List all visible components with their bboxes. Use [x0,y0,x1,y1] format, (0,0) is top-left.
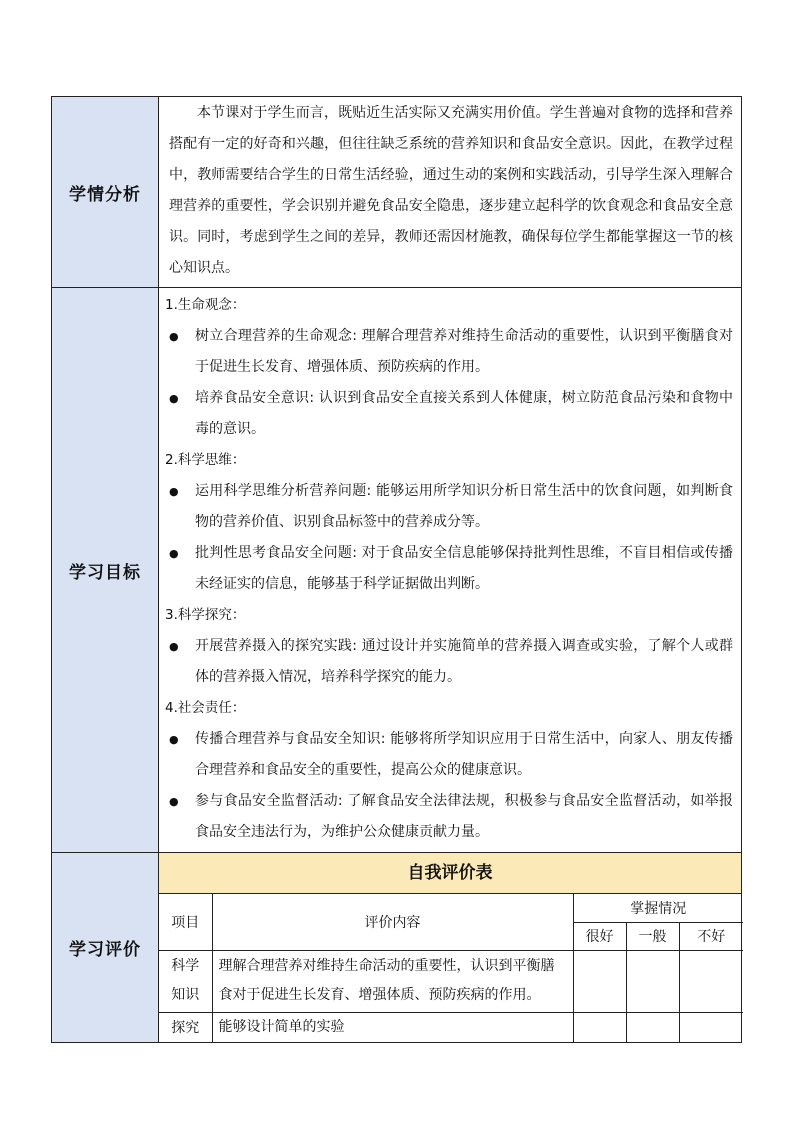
goals-row [52,288,742,853]
eval-check-good[interactable] [573,950,626,1012]
level-poor: 不好 [679,922,743,950]
analysis-label: 学情分析 [69,184,141,205]
eval-row-item: 探究 [159,1012,212,1042]
col-content-header: 评价内容 [212,894,573,950]
eval-row-item: 科学知识 [159,950,212,1012]
eval-row [159,950,743,1012]
evaluation-label-cell [52,853,159,1043]
bullet-icon: ● [169,795,179,808]
goal-item: ● 运用科学思维分析营养问题: 能够运用所学知识分析日常生活中的饮食问题，如判断食物的营养价值、识别食品标签中的营养成分等。 [165,476,733,538]
goal-item: ● 参与食品安全监督活动: 了解食品安全法律法规，积极参与食品安全监督活动，如举报食品安全违法行为，为维护公众健康贡献力量。 [165,786,733,848]
eval-check-fair[interactable] [626,950,679,1012]
goal-heading: 3.科学探究： [165,607,246,623]
goal-item: ● 树立合理营养的生命观念: 理解合理营养对维持生命活动的重要性，认识到平衡膳食对于促进生长发育、增强体质、预防疾病的作用。 [165,321,733,383]
eval-check-poor[interactable] [679,1012,743,1042]
bullet-icon: ● [169,547,179,560]
goal-item: ● 开展营养摄入的探究实践: 通过设计并实施简单的营养摄入调查或实验，了解个人或群体的营养摄入情况，培养科学探究的能力。 [165,631,733,693]
bullet-icon: ● [169,640,179,653]
evaluation-title: 自我评价表 [159,853,741,894]
bullet-icon: ● [169,330,179,343]
analysis-text: 本节课对于学生而言，既贴近生活实际又充满实用价值。学生普遍对食物的选择和营养搭配有一定的好奇和兴趣，但往往缺乏系统的营养知识和食品安全意识。因此，在教学过程中，教师需要结合学生的日常生活经验，通过生动的案例和实践活动，引导学生深入理解合理营养的重要性，学会识别并避免食品安全隐患，逐步建立起科学的饮食观念和食品安全意识。同时，考虑到学生之间的差异，教师还需因材施教，确保每位学生都能掌握这一节的核心知识点。 [169,105,733,276]
goals-content-cell [159,288,742,853]
eval-row-content: 理解合理营养对维持生命活动的重要性，认识到平衡膳食对于促进生长发育、增强体质、预防疾病的作用。 [212,950,573,1012]
level-fair: 一般 [626,922,679,950]
evaluation-content-cell [159,853,742,1043]
eval-row [159,1012,743,1042]
lesson-plan-table [51,96,742,1043]
evaluation-label: 学习评价 [69,940,141,960]
goal-heading: 1.生命观念： [165,297,246,313]
goal-item: ● 批判性思考食品安全问题: 对于食品安全信息能够保持批判性思维，不盲目相信或传播未经证实的信息，能够基于科学证据做出判断。 [165,538,733,600]
evaluation-row [52,853,742,1043]
goal-item: ● 培养食品安全意识: 认识到食品安全直接关系到人体健康，树立防范食品污染和食物中毒的意识。 [165,383,733,445]
analysis-label-cell [52,97,159,288]
goal-heading: 2.科学思维： [165,452,246,468]
goal-heading: 4.社会责任： [165,700,246,716]
bullet-icon: ● [169,485,179,498]
level-good: 很好 [573,922,626,950]
col-mastery-header: 掌握情况 [573,894,743,922]
eval-check-poor[interactable] [679,950,743,1012]
col-item-header: 项目 [159,894,212,950]
analysis-row [52,97,742,288]
eval-row-content: 能够设计简单的实验 [212,1012,573,1042]
bullet-icon: ● [169,733,179,746]
eval-header-row [159,894,743,922]
bullet-icon: ● [169,392,179,405]
goals-list [159,288,741,852]
analysis-content-cell [159,97,742,288]
goals-label: 学习目标 [69,562,141,583]
goal-item: ● 传播合理营养与食品安全知识: 能够将所学知识应用于日常生活中，向家人、朋友传播合理营养和食品安全的重要性，提高公众的健康意识。 [165,724,733,786]
eval-check-fair[interactable] [626,1012,679,1042]
goals-label-cell [52,288,159,853]
eval-check-good[interactable] [573,1012,626,1042]
self-evaluation-table [159,894,743,1042]
